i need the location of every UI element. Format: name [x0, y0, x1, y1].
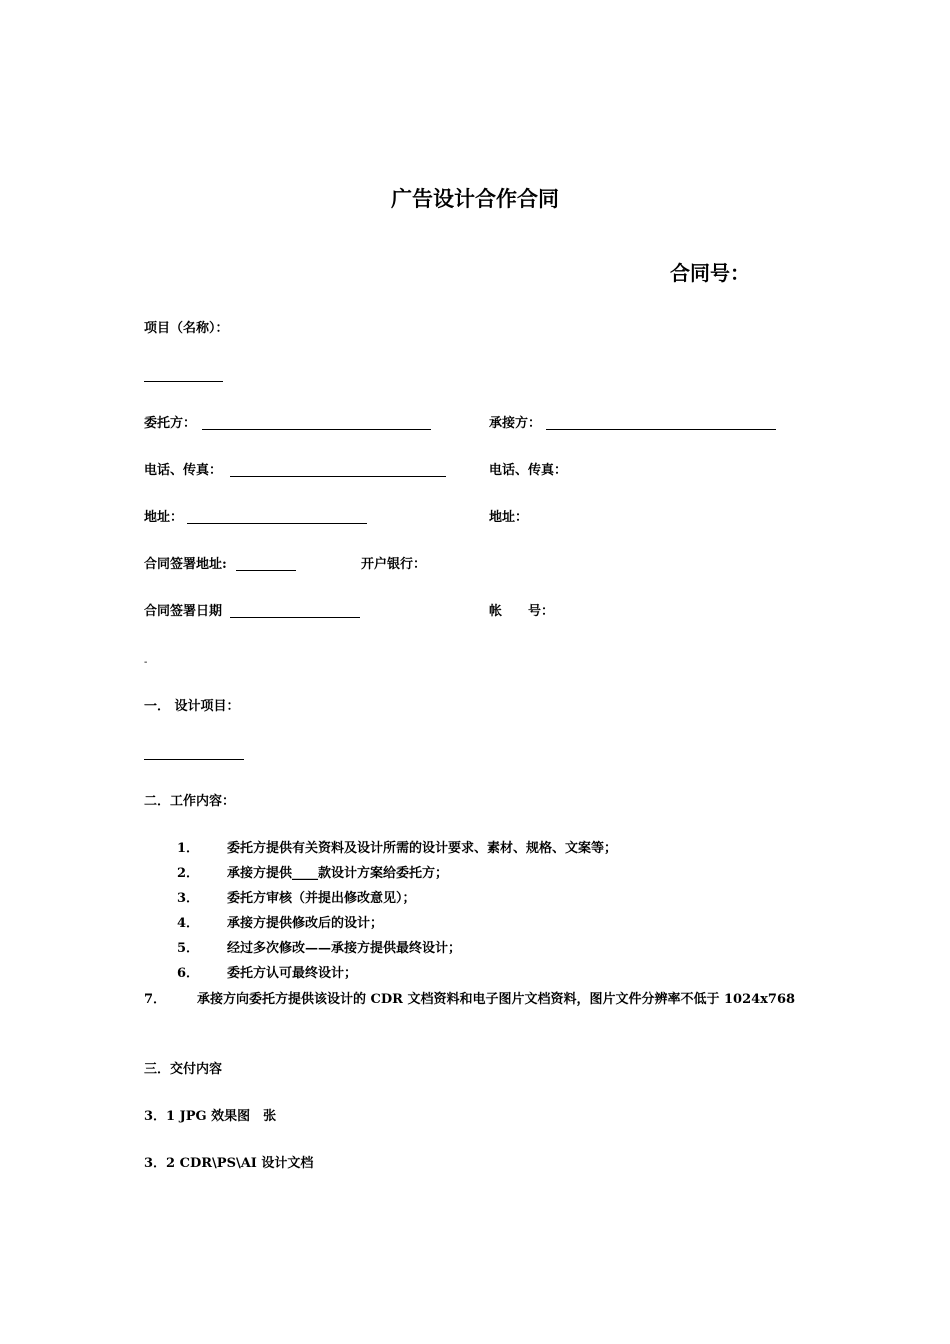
list-item-text: 委托方审核（并提出修改意见）；	[227, 891, 416, 906]
client-phone-fax-blank	[230, 476, 446, 477]
list-item-text: 经过多次修改——承接方提供最终设计；	[227, 941, 462, 956]
list-item-text: 承接方提供修改后的设计；	[227, 916, 384, 931]
list-item-number: 1．	[177, 841, 200, 856]
list-item-text: 款设计方案给委托方；	[318, 866, 449, 881]
project-name-blank	[144, 381, 223, 382]
client-address-label: 地址：	[144, 510, 184, 525]
list-item-text: 委托方认可最终设计；	[227, 966, 358, 981]
list-item-number: 4．	[177, 916, 200, 931]
contractor-phone-fax-label: 电话、传真：	[489, 463, 568, 478]
section3-heading: 三．交付内容	[144, 1062, 223, 1077]
list-item	[177, 941, 461, 957]
list-item-number: 7．	[144, 992, 167, 1007]
separator-mark: -	[144, 657, 148, 668]
list-item-text: 承接方向委托方提供该设计的 CDR 文档资料和电子图片文档资料，图片文件分辨率不低于 1024x768	[197, 992, 796, 1007]
document-title: 广告设计合作合同	[391, 186, 559, 211]
contractor-label: 承接方：	[489, 416, 542, 431]
client-address-blank	[187, 523, 367, 524]
scheme-count-blank: ____	[292, 866, 319, 881]
sign-place-label: 合同签署地址:	[144, 557, 227, 572]
account-label: 帐 号：	[489, 604, 555, 619]
list-item-text: 承接方提供	[227, 866, 293, 881]
list-item-7	[144, 987, 809, 1012]
list-item	[177, 916, 383, 932]
client-label: 委托方：	[144, 416, 197, 431]
list-item	[177, 841, 617, 857]
list-item	[177, 891, 416, 907]
section1-blank	[144, 759, 244, 760]
contractor-address-label: 地址：	[489, 510, 529, 525]
list-item-number: 3．	[177, 891, 200, 906]
deliverable-item-design-files: 3．2 CDR\PS\AI 设计文档	[144, 1156, 314, 1171]
list-item-text: 委托方提供有关资料及设计所需的设计要求、素材、规格、文案等；	[227, 841, 618, 856]
sign-date-blank	[230, 617, 360, 618]
list-item	[177, 966, 357, 982]
list-item-number: 5．	[177, 941, 200, 956]
client-blank	[202, 429, 431, 430]
list-item	[177, 866, 448, 882]
project-name-label: 项目（名称）：	[144, 321, 229, 336]
section2-heading: 二．工作内容：	[144, 794, 236, 809]
deliverable-item-jpg: 3．1 JPG 效果图 张	[144, 1109, 277, 1124]
contract-number-label: 合同号：	[670, 261, 750, 285]
section1-heading: 一． 设计项目：	[144, 699, 240, 714]
client-phone-fax-label: 电话、传真：	[144, 463, 223, 478]
sign-date-label: 合同签署日期	[144, 604, 223, 619]
contractor-blank	[546, 429, 776, 430]
list-item-number: 2．	[177, 866, 200, 881]
list-item-number: 6．	[177, 966, 200, 981]
bank-label: 开户银行：	[361, 557, 427, 572]
sign-place-blank	[236, 570, 296, 571]
